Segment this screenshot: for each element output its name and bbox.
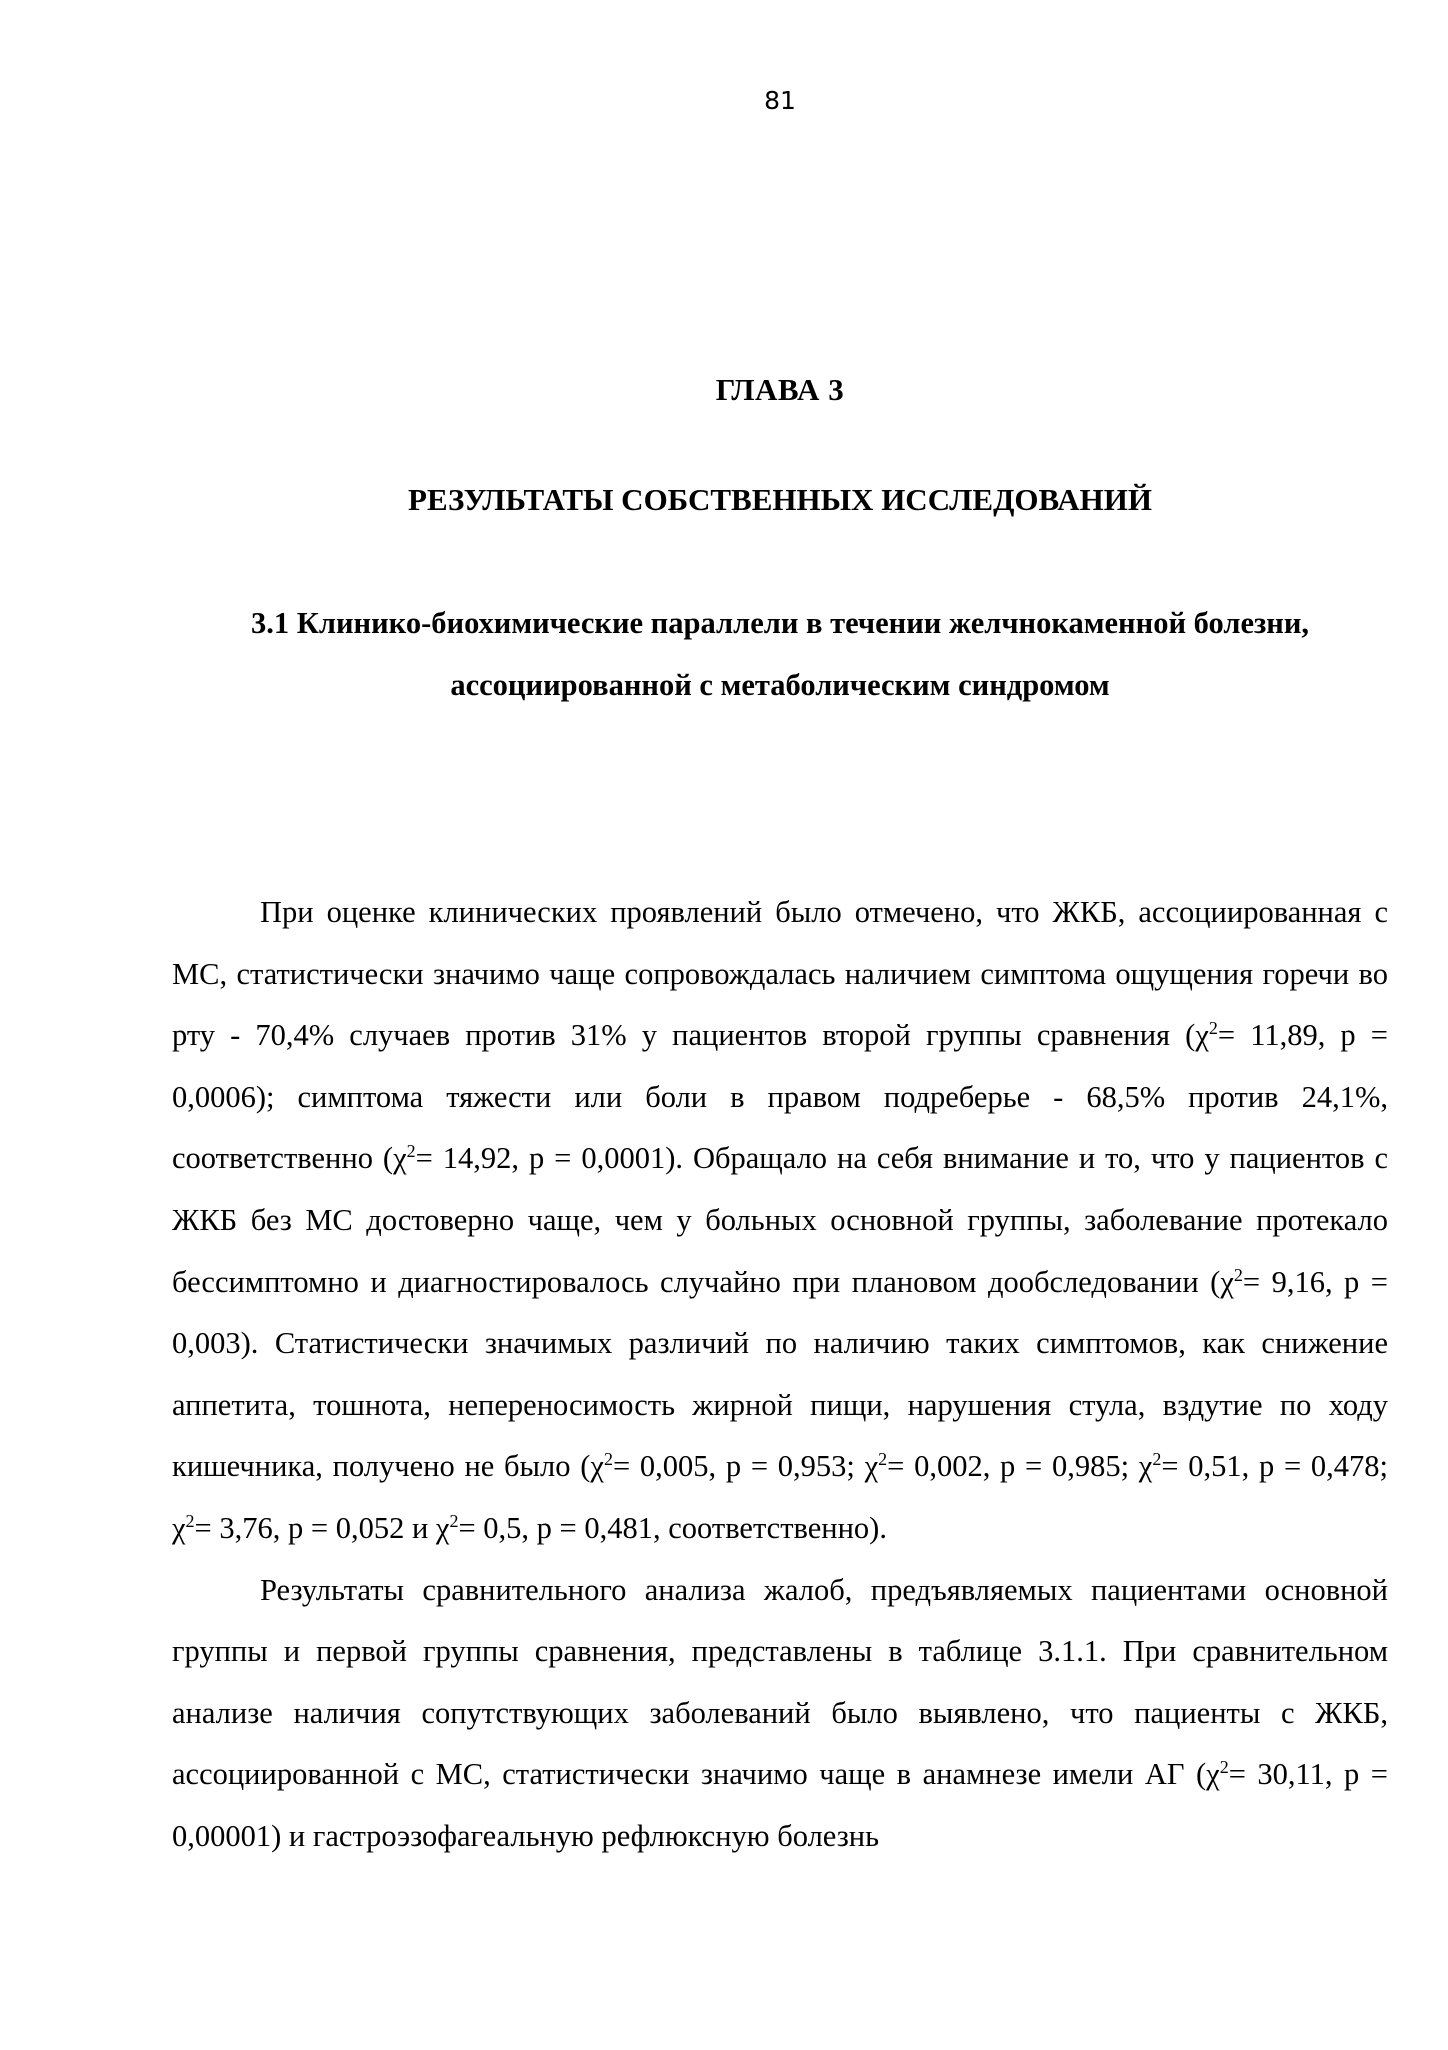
paragraph-1-text: = 14,92, p = 0,0001). Обращало на себя внимание и то, что у пациентов с ЖКБ без МС достоверно чаще, чем у больных основной группы, заболевание протекало бессимптомно и диагностировалось случайно при плановом дообследовании ( <box>172 1141 1388 1299</box>
paragraph-1-text: = 0,002, p = 0,985; <box>887 1449 1139 1484</box>
paragraph-1 <box>172 882 1388 1560</box>
paragraph-1-text: = 0,005, p = 0,953; <box>612 1449 865 1484</box>
superscript: 2 <box>406 1141 416 1162</box>
superscript: 2 <box>1208 1018 1218 1039</box>
superscript: 2 <box>603 1449 613 1470</box>
superscript: 2 <box>185 1510 195 1531</box>
superscript: 2 <box>1219 1757 1229 1778</box>
chi-symbol: χ <box>590 1449 604 1484</box>
chi-symbol: χ <box>864 1449 879 1484</box>
superscript: 2 <box>1152 1449 1162 1470</box>
chi-symbol: χ <box>435 1510 450 1545</box>
paragraph-1-text: = 0,51, p = 0,478; <box>1161 1449 1388 1484</box>
paragraph-1-text: = 11,89, p = 0,0006); симптома тяжести или боли в правом подреберье - 68,5% против 24,1%, соответственно ( <box>172 1018 1388 1176</box>
chi-symbol: χ <box>1206 1757 1220 1792</box>
chi-symbol: χ <box>1220 1264 1234 1299</box>
chi-symbol: χ <box>1138 1449 1153 1484</box>
chi-symbol: χ <box>172 1510 186 1545</box>
chi-symbol: χ <box>393 1141 407 1176</box>
section-heading-line1: 3.1 Клинико-биохимические параллели в течении желчнокаменной болезни, <box>250 606 1310 640</box>
page-number: 81 <box>764 86 796 115</box>
paragraph-2 <box>172 1560 1388 1868</box>
superscript: 2 <box>1233 1264 1243 1285</box>
paragraph-1-text: При оценке клинических проявлений было отмечено, что ЖКБ, ассоциированная с МС, статистически значимо чаще сопровождалась наличием симптома ощущения горечи во рту - 70,4% случаев против 31% у пациентов второй группы сравнения ( <box>172 895 1388 1053</box>
chapter-subtitle: РЕЗУЛЬТАТЫ СОБСТВЕННЫХ ИССЛЕДОВАНИЙ <box>408 482 1152 517</box>
paragraph-2-text: = 30,11, p = 0,00001) и гастроэзофагеальную рефлюксную болезнь <box>172 1757 1388 1853</box>
body-text <box>172 882 1388 1868</box>
chapter-title: ГЛАВА 3 <box>715 372 845 407</box>
section-heading <box>172 592 1388 716</box>
paragraph-1-text: = 9,16, p = 0,003). Статистически значимых различий по наличию таких симптомов, как снижение аппетита, тошнота, непереносимость жирной пищи, нарушения стула, вздутие по ходу кишечника, получено не было ( <box>172 1264 1388 1484</box>
paragraph-2-text: Результаты сравнительного анализа жалоб, предъявляемых пациентами основной группы и первой группы сравнения, представлены в таблице 3.1.1. При сравнительном анализе наличия сопутствующих заболеваний было выявлено, что пациенты с ЖКБ, ассоциированной с МС, статистически значимо чаще в анамнезе имели АГ ( <box>172 1572 1388 1792</box>
paragraph-1-text: = 3,76, p = 0,052 и <box>194 1510 436 1545</box>
paragraph-1-text: = 0,5, p = 0,481, соответственно). <box>458 1510 887 1545</box>
superscript: 2 <box>449 1510 459 1531</box>
chi-symbol: χ <box>1195 1018 1209 1053</box>
superscript: 2 <box>878 1449 888 1470</box>
section-heading-line2: ассоциированной с метаболическим синдромом <box>450 668 1110 702</box>
